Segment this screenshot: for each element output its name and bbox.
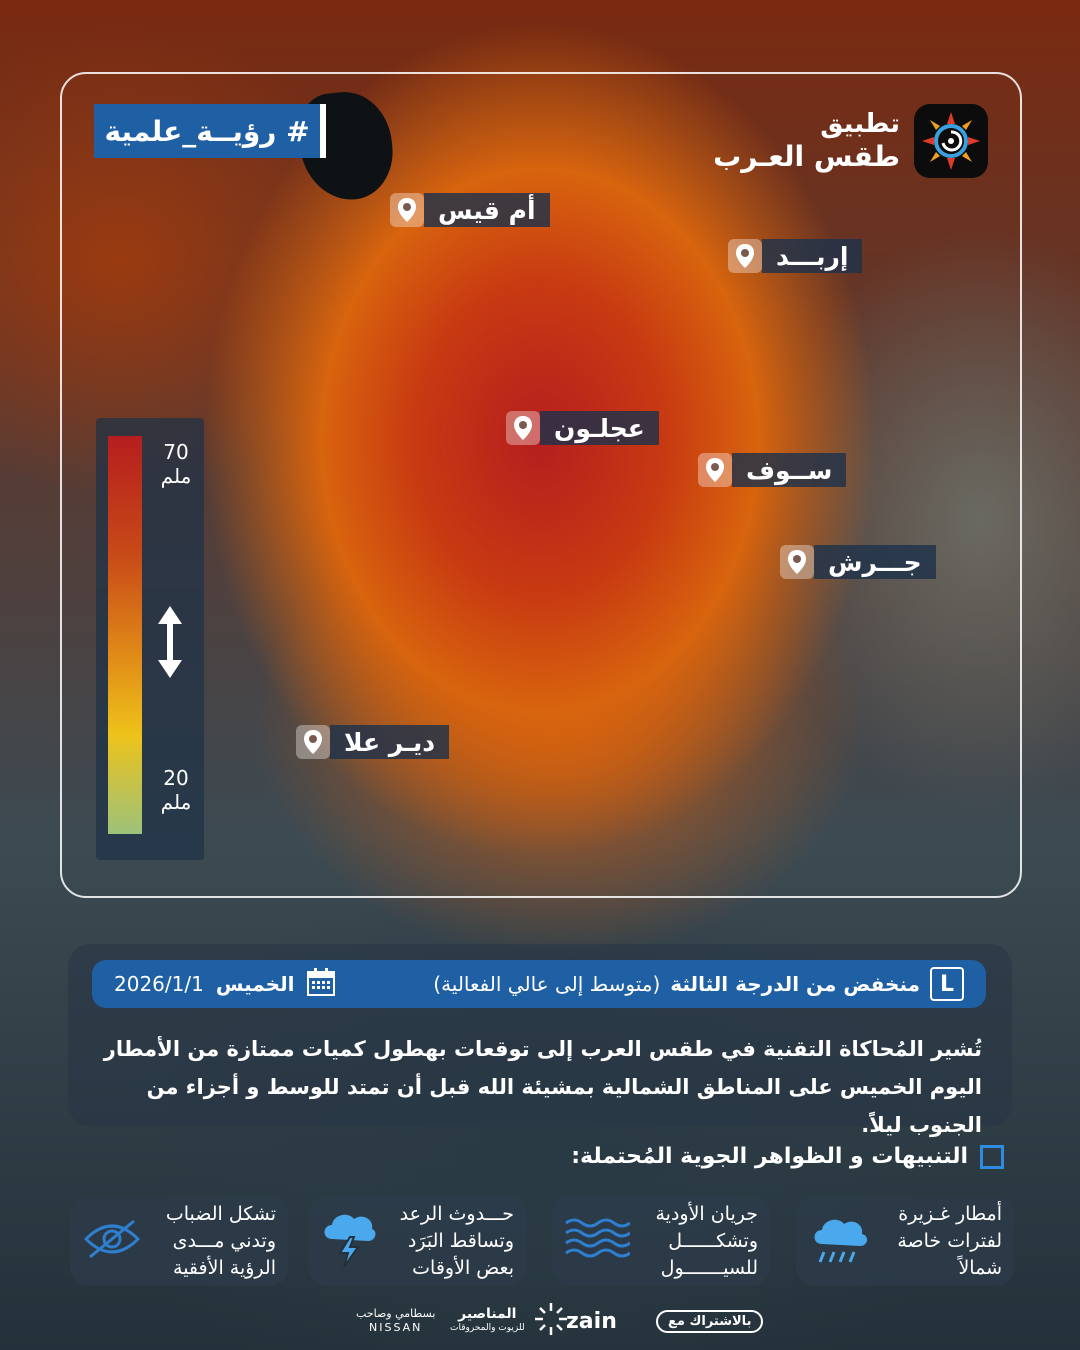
alert-card-thunder (308, 1196, 526, 1286)
calendar-icon (306, 967, 336, 1002)
system-effect: (متوسط إلى عالي الفعالية) (433, 972, 661, 996)
almanaseer-sub: للزيوت والمحروقات (450, 1323, 525, 1333)
brand-text (713, 109, 900, 174)
forecast-bar (92, 960, 986, 1008)
alert-card-heavy-rain (796, 1196, 1014, 1286)
sunburst-logo-icon (533, 1301, 569, 1341)
legend-min-value: 20 (163, 766, 189, 790)
location-pin-icon (698, 453, 732, 487)
forecast-day: الخميس (215, 972, 295, 996)
nissan-text (356, 1307, 435, 1335)
alerts-heading-text: التنبيهات و الظواهر الجوية المُحتملة: (571, 1144, 968, 1169)
rainfall-legend (96, 418, 204, 860)
city-jerash (780, 544, 936, 580)
hashtag-badge: # رؤيــة_علمية (94, 104, 326, 158)
forecast-description: تُشير المُحاكاة التقنية في طقس العرب إلى توقعات بهطول كميات ممتازة من الأمطار اليوم الخميس على المناطق الشمالية بمشيئة الله قبل أن تمتد للوسط و أجزاء من الجنوب ليلاً. (103, 1037, 982, 1137)
city-irbid (728, 238, 862, 274)
system-title: منخفض من الدرجة الثالثة (670, 972, 920, 996)
city-deir-alla (296, 724, 449, 760)
nissan-ar: بسطامي وصاحب (356, 1307, 436, 1320)
app-logo-icon (914, 104, 988, 178)
rain-cloud-icon (808, 1212, 870, 1270)
zain-logo (566, 1304, 617, 1338)
location-pin-icon (296, 725, 330, 759)
brand-header (713, 104, 988, 178)
system-info (433, 967, 964, 1001)
brand-line1: تطبيق (820, 108, 900, 139)
partner-pill (656, 1304, 763, 1338)
square-bullet-icon (980, 1145, 1004, 1169)
alert-text: تشكل الضباب وتدني مـــدى الرؤية الأفقية (165, 1202, 276, 1279)
alert-card-fog (70, 1196, 288, 1286)
nissan-logo (356, 1304, 435, 1338)
legend-max-value: 70 (163, 440, 189, 464)
location-pin-icon (390, 193, 424, 227)
alert-card-floods (552, 1196, 770, 1286)
alert-text: حـــدوث الرعد وتساقط البَرَد بعض الأوقات (399, 1202, 514, 1279)
almanaseer-logo (450, 1304, 569, 1338)
city-label: إربـــد (762, 239, 862, 273)
city-label: عجلـون (540, 411, 659, 445)
city-label: أم قيس (424, 193, 550, 227)
nissan-en: NISSAN (369, 1321, 423, 1334)
city-label: جـــرش (814, 545, 936, 579)
zain-text: zain (566, 1308, 617, 1334)
location-pin-icon (728, 239, 762, 273)
city-umm-qais (390, 192, 550, 228)
double-arrow-icon (158, 606, 182, 682)
low-pressure-icon: L (930, 967, 964, 1001)
legend-gradient-bar (108, 436, 142, 834)
forecast-date-value: 2026/1/1 (114, 972, 204, 996)
city-souf (698, 452, 846, 488)
thunder-cloud-icon (320, 1209, 376, 1273)
almanaseer-title: المناصير (458, 1306, 517, 1322)
legend-max (154, 440, 198, 488)
alert-text: أمطار غـزيرة لفترات خاصة شمالاً (897, 1202, 1002, 1279)
city-label: ديـر علا (330, 725, 449, 759)
city-label: ســوف (732, 453, 846, 487)
forecast-date (114, 967, 336, 1002)
legend-min-unit: ملم (160, 790, 192, 814)
eye-off-icon (82, 1217, 142, 1265)
partner-label: بالاشتراك مع (656, 1310, 763, 1333)
legend-min (154, 766, 198, 814)
alerts-heading (571, 1144, 1004, 1169)
alert-text: جريان الأودية وتشكــــــل للسيـــــــول (655, 1202, 758, 1279)
waves-icon (564, 1215, 630, 1267)
legend-max-unit: ملم (160, 464, 192, 488)
location-pin-icon (780, 545, 814, 579)
location-pin-icon (506, 411, 540, 445)
almanaseer-text (450, 1307, 525, 1335)
brand-line2: طقس العـرب (713, 139, 900, 173)
city-ajloun (506, 410, 659, 446)
